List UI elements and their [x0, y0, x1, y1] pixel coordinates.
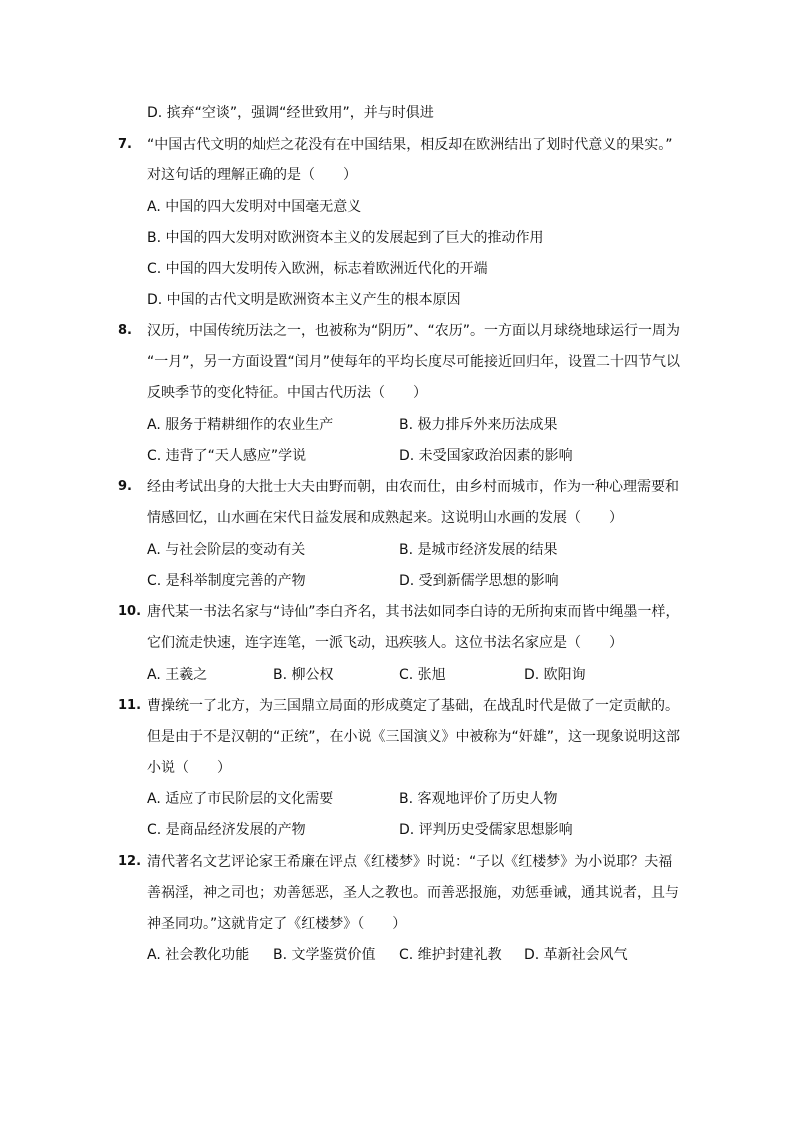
question-8-option-d[interactable]: D. 未受国家政治因素的影响 — [399, 448, 573, 464]
question-12-text: 神圣同功。”这就肯定了《红楼梦》（ ） — [147, 916, 407, 932]
question-9-option-b[interactable]: B. 是城市经济发展的结果 — [399, 542, 558, 558]
question-8-text: “一月”，另一方面设置“闰月”使每年的平均长度尽可能接近回归年，设置二十四节气以 — [147, 354, 681, 370]
question-8-text: 汉历，中国传统历法之一，也被称为“阴历”、“农历”。一方面以月球绕地球运行一周为 — [147, 323, 681, 339]
question-10-option-a[interactable]: A. 王羲之 — [147, 667, 208, 683]
question-8-option-c[interactable]: C. 违背了“天人感应”学说 — [147, 448, 307, 464]
question-9-text: 经由考试出身的大批士大夫由野而朝，由农而仕，由乡村而城市，作为一种心理需要和 — [147, 479, 679, 495]
prev-option-d: D. 摈弃“空谈”，强调“经世致用”，并与时俱进 — [147, 105, 434, 121]
question-9-text: 情感回忆，山水画在宋代日益发展和成熟起来。这说明山水画的发展（ ） — [147, 510, 623, 526]
question-12-option-b[interactable]: B. 文学鉴赏价值 — [273, 947, 376, 963]
question-8-number: 8. — [118, 323, 132, 338]
question-9-option-a[interactable]: A. 与社会阶层的变动有关 — [147, 542, 306, 558]
question-10-option-c[interactable]: C. 张旭 — [399, 667, 446, 683]
question-7-option-d[interactable]: D. 中国的古代文明是欧洲资本主义产生的根本原因 — [147, 292, 461, 308]
question-7-text: “中国古代文明的灿烂之花没有在中国结果，相反却在欧洲结出了划时代意义的果实。” — [147, 137, 673, 153]
question-11-option-d[interactable]: D. 评判历史受儒家思想影响 — [399, 822, 573, 838]
question-9-number: 9. — [118, 479, 132, 494]
question-11-option-b[interactable]: B. 客观地评价了历史人物 — [399, 791, 558, 807]
question-7-option-c[interactable]: C. 中国的四大发明传入欧洲，标志着欧洲近代化的开端 — [147, 261, 488, 277]
question-12-option-c[interactable]: C. 维护封建礼教 — [399, 947, 502, 963]
question-12-option-a[interactable]: A. 社会教化功能 — [147, 947, 250, 963]
question-12-text: 清代著名文艺评论家王希廉在评点《红楼梦》时说：“子以《红楼梦》为小说耶？夫福 — [147, 854, 673, 870]
question-10-number: 10. — [118, 604, 142, 619]
question-8-text: 反映季节的变化特征。中国古代历法（ ） — [147, 385, 427, 401]
question-10-text: 它们流走快速，连字连笔，一派飞动，迅疾骇人。这位书法名家应是（ ） — [147, 635, 623, 651]
question-11-text: 曹操统一了北方，为三国鼎立局面的形成奠定了基础，在战乱时代是做了一定贡献的。 — [147, 698, 679, 714]
question-12-option-d[interactable]: D. 革新社会风气 — [524, 947, 628, 963]
question-11-number: 11. — [118, 698, 142, 713]
question-7-option-b[interactable]: B. 中国的四大发明对欧洲资本主义的发展起到了巨大的推动作用 — [147, 230, 544, 246]
question-12-text: 善祸淫，神之司也；劝善惩恶，圣人之教也。而善恶报施，劝惩垂诫，通其说者，且与 — [147, 885, 679, 901]
question-10-option-d[interactable]: D. 欧阳询 — [524, 667, 586, 683]
question-7-number: 7. — [118, 137, 132, 152]
question-11-text: 小说（ ） — [147, 760, 231, 776]
question-11-option-a[interactable]: A. 适应了市民阶层的文化需要 — [147, 791, 334, 807]
question-9-option-c[interactable]: C. 是科举制度完善的产物 — [147, 573, 306, 589]
question-8-option-b[interactable]: B. 极力排斥外来历法成果 — [399, 417, 558, 433]
question-11-text: 但是由于不是汉朝的“正统”，在小说《三国演义》中被称为“奸雄”，这一现象说明这部 — [147, 729, 681, 745]
question-7-text: 对这句话的理解正确的是（ ） — [147, 167, 357, 183]
question-7-option-a[interactable]: A. 中国的四大发明对中国毫无意义 — [147, 199, 362, 215]
question-12-number: 12. — [118, 854, 142, 869]
question-9-option-d[interactable]: D. 受到新儒学思想的影响 — [399, 573, 559, 589]
question-10-option-b[interactable]: B. 柳公权 — [273, 667, 334, 683]
question-10-text: 唐代某一书法名家与“诗仙”李白齐名，其书法如同李白诗的无所拘束而皆中绳墨一样， — [147, 604, 680, 620]
question-11-option-c[interactable]: C. 是商品经济发展的产物 — [147, 822, 306, 838]
question-8-option-a[interactable]: A. 服务于精耕细作的农业生产 — [147, 417, 334, 433]
